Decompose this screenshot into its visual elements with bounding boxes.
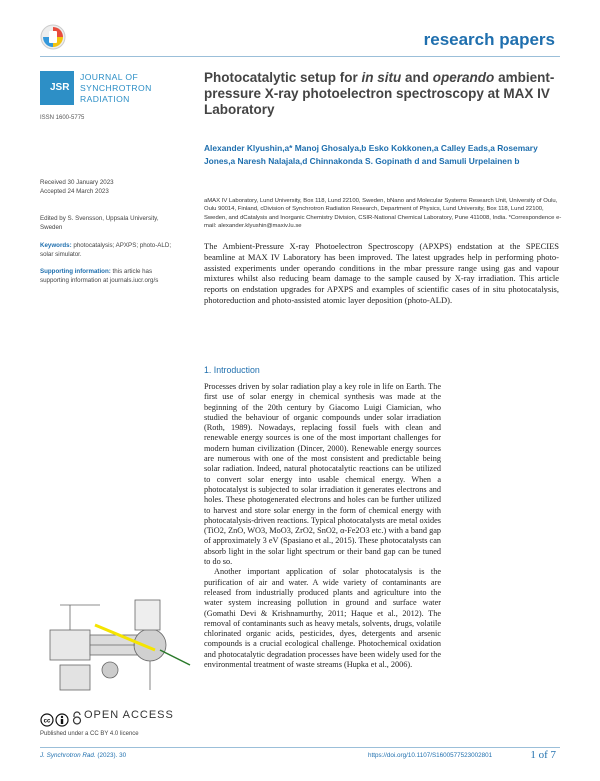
- journal-name: [80, 72, 170, 105]
- journal-name-line: RADIATION: [80, 94, 130, 104]
- affiliations: aMAX IV Laboratory, Lund University, Box 118, Lund 22100, Sweden, bNano and Molecular Systems Research Unit, University of Oulu, Oulu 90014, Finland, cDivision of Synchrotron Radiation Research, Department of Physics, Lund University, Box 118, Lund 22100, Sweden, and dCatalysis and Inorganic Chemistry Division, CSIR-National Chemical Laboratory, Pune 411008, India. *Correspondence e-mail: alexander.klyushin@maxiv.lu.se: [204, 198, 562, 229]
- accepted-date: Accepted 24 March 2023: [40, 188, 109, 195]
- author-list: Alexander Klyushin,a* Manoj Ghosalya,b Esko Kokkonen,a Calley Eads,a Rosemary Jones,a Naresh Nalajala,d Chinnakonda S. Gopinath d and Samuli Urpelainen b: [204, 143, 538, 166]
- footer-doi-link[interactable]: https://doi.org/10.1107/S1600577523002801: [368, 752, 493, 759]
- title-part: ambient-pressure X-ray photoelectron spectroscopy at MAX IV Laboratory: [204, 70, 555, 117]
- page-number: 1 of 7: [530, 749, 556, 761]
- intro-paragraph-2: Another important application of solar photocatalysis is the purification of air and water. A wide variety of contaminants are released from industrially produced plants and agriculture into the water system increasing pollution in ground and surface water (Gomathi Devi & Krishnamurthy, 2011; Haque et al., 2012). The removal of contaminants such as heavy metals, solvents, drugs, volatile chlorinated organic acids, pesticides, dyes, detergents and arsenic compounds is a crucial ecological challenge. Photochemical oxidation and photocatalytic degradation processes have been widely used for the environmental treatment of waste streams (Hupka et al., 2006).: [204, 567, 441, 670]
- journal-logo: [40, 71, 74, 105]
- journal-name-line: JOURNAL OF: [80, 72, 139, 82]
- intro-paragraph-1: Processes driven by solar radiation play a key role in life on Earth. The first use of solar energy in chemical synthesis was made at the beginning of the 20th century by Giacomo Luigi Ciamician, who studied the behaviour of organic compounds under solar irradiation (Roth, 1989). Nowadays, replacing fossil fuels with clean and renewable energy sources is one of the most important challenges for modern human civilization (Dincer, 2000). Renewable energy sources are numerous with one of the most consistent and predictable being solar radiation. Indeed, natural photocatalytic reactions can be utilized to convert solar energy into usable chemical energy. When a photocatalyst is subjected to solar irradiation it generates electrons and holes. These photogenerated electrons and holes can be further utilized to harvest and store solar energy in the form of chemical energy with photocatalysis-driven reactions. Typical photocatalysts are metal oxides (TiO2, ZnO, WO3, MoO3, ZrO2, SnO2, α-Fe2O3 etc.) with a band gap of approximately 3 eV (Spasiano et al., 2015). These photocatalysts can absorb light in the solar light spectrum or their band gap can be tuned to do so.: [204, 382, 441, 567]
- section-title: research papers: [423, 30, 555, 49]
- journal-name-line: SYNCHROTRON: [80, 83, 152, 93]
- journal-abbr: JSR: [50, 82, 70, 93]
- apparatus-illustration: [40, 590, 192, 702]
- title-italic: in situ: [361, 70, 402, 85]
- received-date: Received 30 January 2023: [40, 179, 114, 186]
- supporting-label: Supporting information:: [40, 268, 111, 275]
- cc-by-icon[interactable]: [40, 713, 70, 727]
- abstract: The Ambient-Pressure X-ray Photoelectron Spectroscopy (APXPS) endstation at the SPECIES beamline at MAX IV Laboratory has been improved. The latest upgrades help in performing photo-assisted experiments under operando conditions in the mbar pressure range using gas and vapour mixtures whilst also reducing beam damage to the sample caused by X-ray irradiation. This article reports on endstation upgrades for APXPS and examples of scientific cases of in situ photocatalysis, photoreduction and photo-assisted atomic layer deposition (photo-ALD).: [204, 241, 559, 305]
- licence-text: Published under a CC BY 4.0 licence: [40, 731, 139, 737]
- keywords-label: Keywords:: [40, 242, 72, 249]
- title-part: and: [401, 70, 433, 85]
- open-lock-icon: [72, 711, 82, 725]
- beam-path: [160, 650, 190, 665]
- supporting-text[interactable]: this article has supporting information at journals.iucr.org/s: [40, 268, 159, 284]
- footer-citation: [40, 752, 126, 759]
- title-part: Photocatalytic setup for: [204, 70, 362, 85]
- article-title: [204, 70, 564, 118]
- footer-journal: J. Synchrotron Rad.: [40, 752, 96, 759]
- header-rule: [40, 56, 560, 57]
- keywords: [40, 241, 180, 259]
- footer-rule: [40, 747, 560, 748]
- title-italic: operando: [432, 70, 495, 85]
- svg-text:cc: cc: [43, 718, 51, 725]
- keywords-text: photocatalysis; APXPS; photo-ALD; solar simulator.: [40, 242, 172, 258]
- intro-heading: 1. Introduction: [204, 365, 260, 375]
- open-access-label: OPEN ACCESS: [84, 709, 174, 721]
- crossmark-icon[interactable]: [40, 24, 66, 50]
- edited-by: Edited by S. Svensson, Uppsala University, Sweden: [40, 215, 159, 231]
- footer-volume: (2023). 30: [95, 752, 127, 759]
- supporting-info: [40, 267, 180, 285]
- issn: ISSN 1600-5775: [40, 115, 85, 121]
- body-column: [204, 382, 441, 670]
